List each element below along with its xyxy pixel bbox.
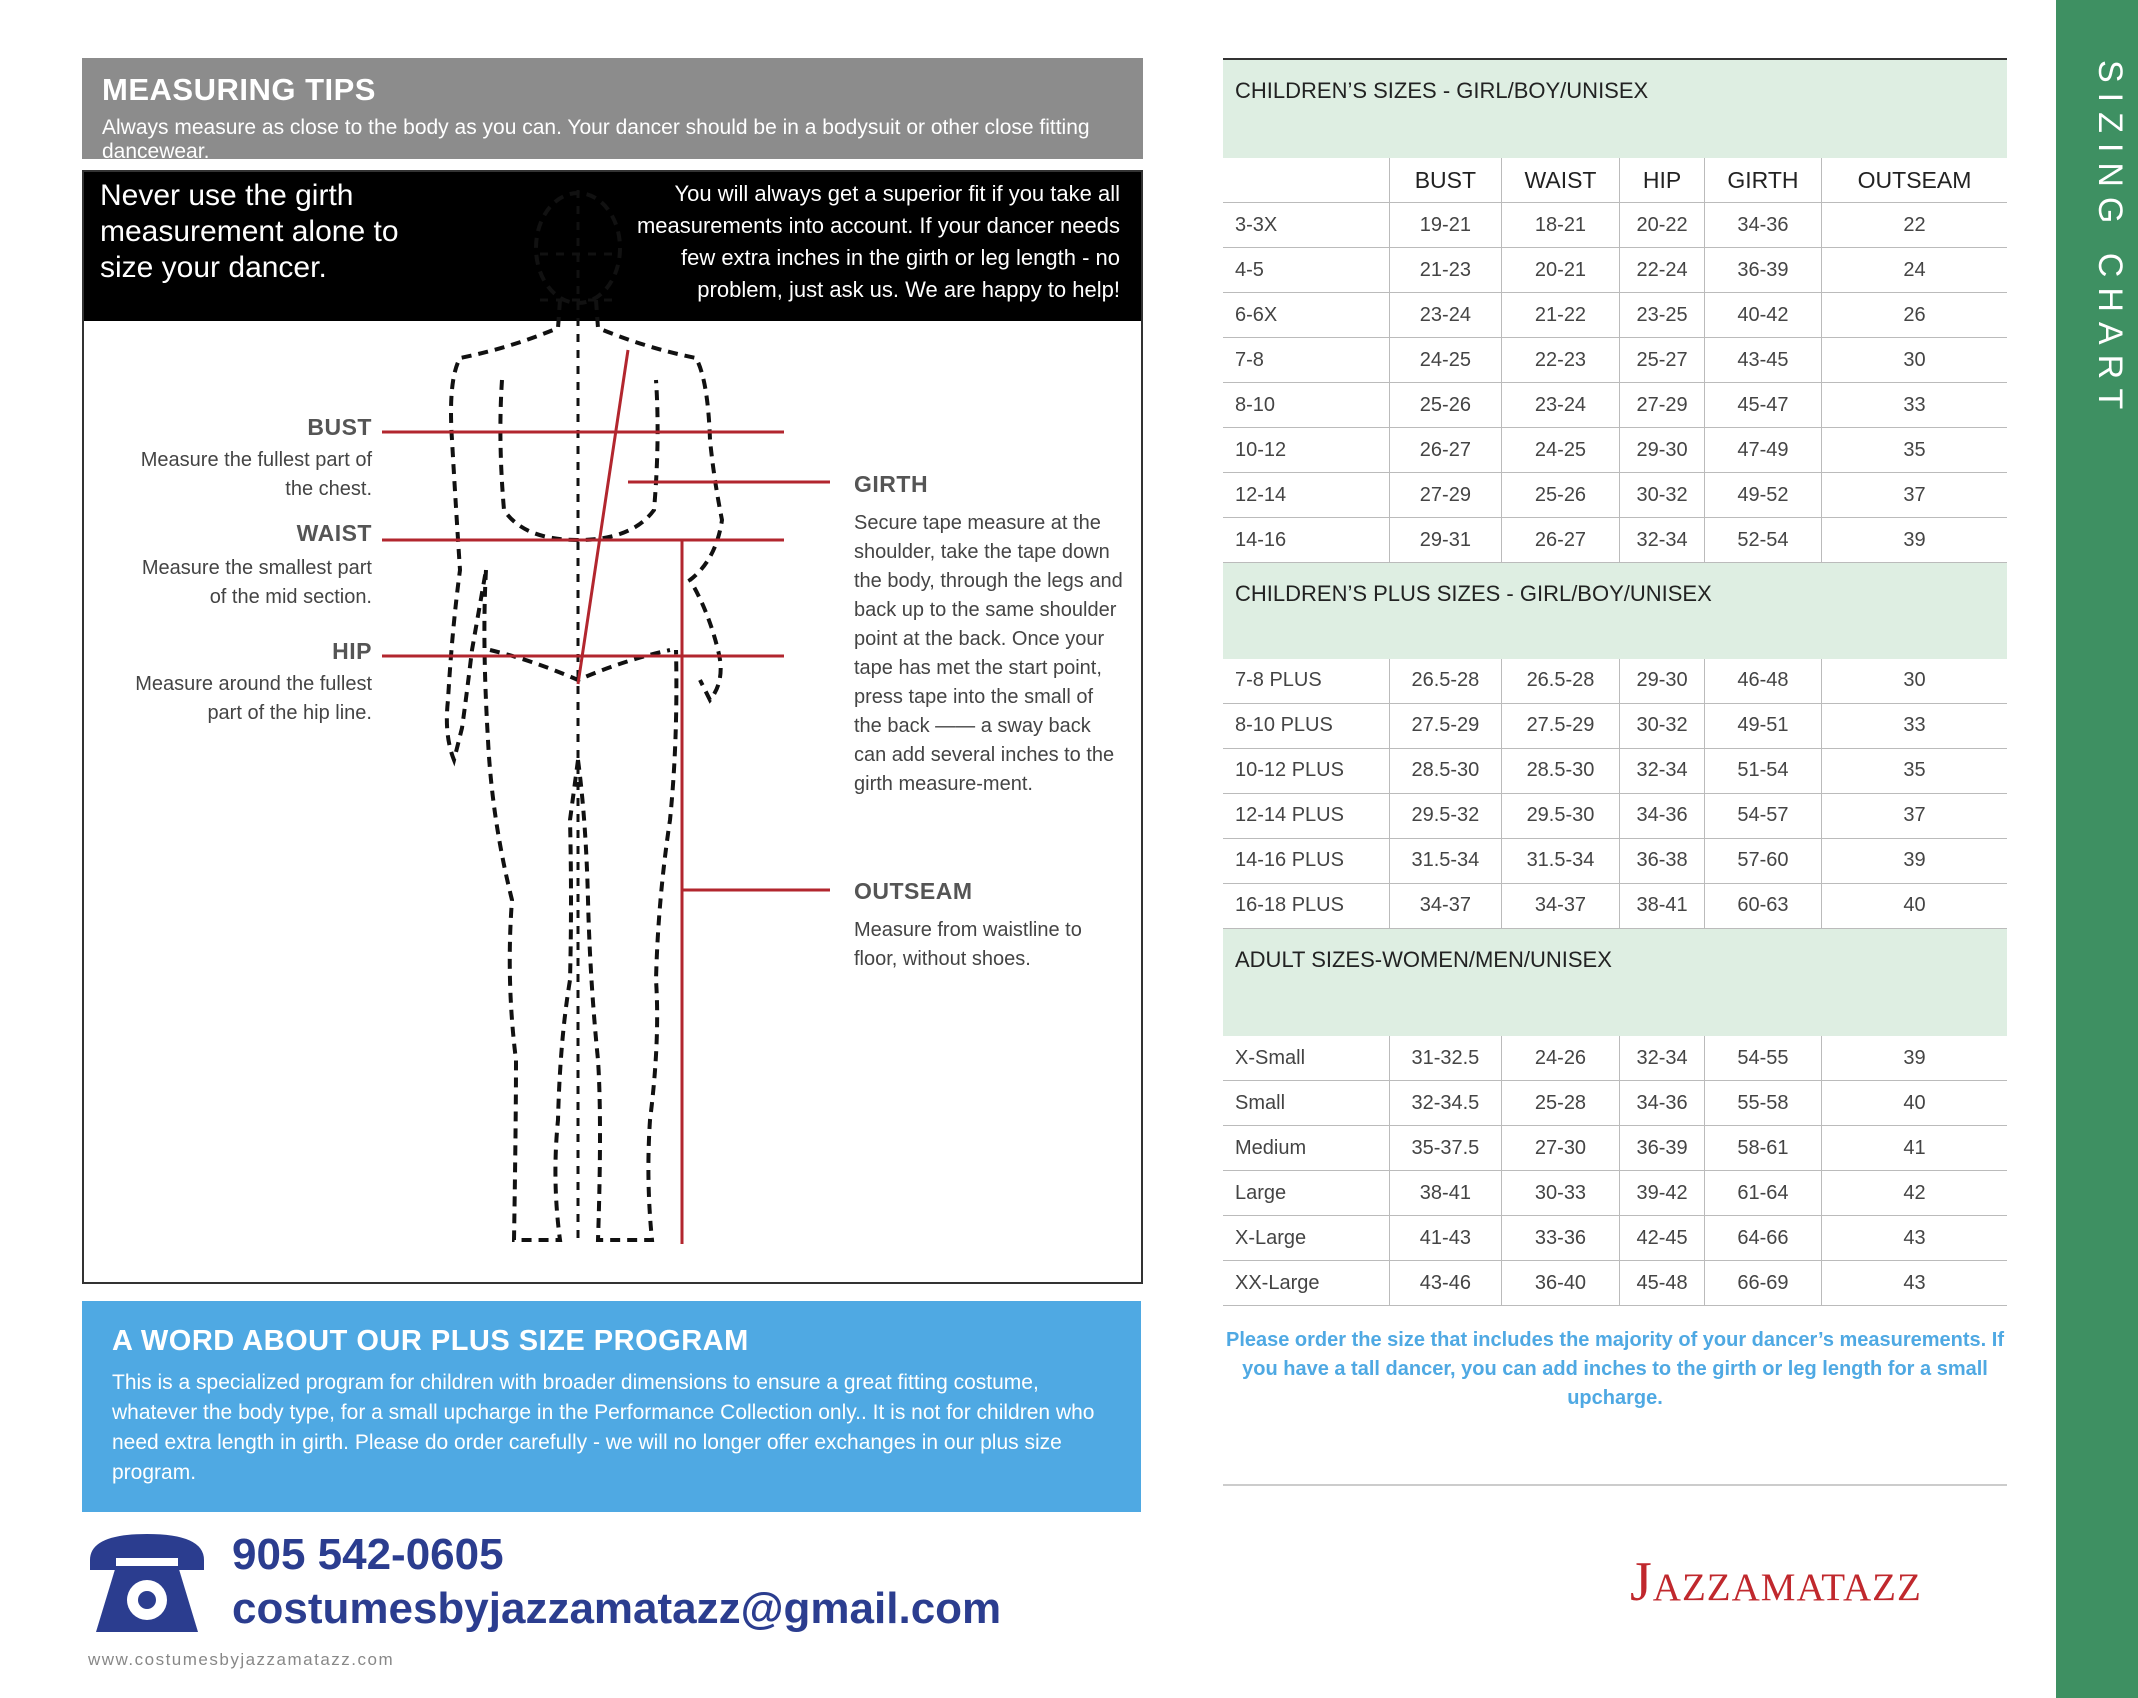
size-value: 23-24 bbox=[1390, 293, 1502, 338]
section-title: CHILDREN’S SIZES - GIRL/BOY/UNISEX bbox=[1223, 60, 2007, 158]
size-value: 61-64 bbox=[1704, 1171, 1821, 1216]
size-value: 34-36 bbox=[1620, 793, 1705, 838]
bust-label: BUST bbox=[307, 414, 372, 440]
size-value: 34-36 bbox=[1704, 203, 1821, 248]
size-value: 37 bbox=[1822, 793, 2007, 838]
size-value: 26-27 bbox=[1390, 428, 1502, 473]
size-value: 28.5-30 bbox=[1501, 748, 1619, 793]
size-value: 47-49 bbox=[1704, 428, 1821, 473]
column-header: HIP bbox=[1620, 158, 1705, 203]
table-row bbox=[1223, 1261, 2007, 1306]
size-value: 33-36 bbox=[1501, 1216, 1619, 1261]
size-value: 34-36 bbox=[1620, 1081, 1705, 1126]
size-label: Large bbox=[1223, 1171, 1390, 1216]
bust-description: Measure the fullest part of the chest. bbox=[140, 449, 372, 500]
brand-logo: Jazzamatazz bbox=[1630, 1551, 1922, 1613]
size-label: 6-6X bbox=[1223, 293, 1390, 338]
girth-line bbox=[578, 350, 628, 684]
size-value: 26 bbox=[1822, 293, 2007, 338]
size-value: 58-61 bbox=[1704, 1126, 1821, 1171]
column-header-row bbox=[1223, 158, 2007, 203]
size-value: 31.5-34 bbox=[1390, 838, 1502, 883]
size-value: 51-54 bbox=[1704, 748, 1821, 793]
size-value: 49-51 bbox=[1704, 703, 1821, 748]
size-value: 27-30 bbox=[1501, 1126, 1619, 1171]
size-value: 36-38 bbox=[1620, 838, 1705, 883]
size-value: 41 bbox=[1822, 1126, 2007, 1171]
size-value: 32-34 bbox=[1620, 518, 1705, 563]
size-label: 12-14 bbox=[1223, 473, 1390, 518]
size-value: 43 bbox=[1822, 1216, 2007, 1261]
size-label: 16-18 PLUS bbox=[1223, 883, 1390, 928]
size-value: 34-37 bbox=[1390, 883, 1502, 928]
table-row bbox=[1223, 428, 2007, 473]
size-value: 24-25 bbox=[1501, 428, 1619, 473]
size-value: 19-21 bbox=[1390, 203, 1502, 248]
size-label: Small bbox=[1223, 1081, 1390, 1126]
website-url[interactable]: www.costumesbyjazzamatazz.com bbox=[88, 1650, 395, 1669]
table-row bbox=[1223, 883, 2007, 928]
table-row bbox=[1223, 293, 2007, 338]
size-label: 14-16 PLUS bbox=[1223, 838, 1390, 883]
waist-description: Measure the smallest part of the mid section. bbox=[141, 557, 372, 608]
size-value: 33 bbox=[1822, 703, 2007, 748]
size-value: 29-30 bbox=[1620, 428, 1705, 473]
size-value: 30 bbox=[1822, 338, 2007, 383]
size-value: 37 bbox=[1822, 473, 2007, 518]
size-value: 40 bbox=[1822, 883, 2007, 928]
size-value: 43-45 bbox=[1704, 338, 1821, 383]
plus-size-body: This is a specialized program for children with broader dimensions to ensure a great fitting costume, whatever the body type, for a small upcharge in the Performance Collection only.. It is not for children who need extra length in girth. Please do order carefully - we will no longer offer exchanges in our plus size program. bbox=[112, 1371, 1095, 1484]
size-value: 30-33 bbox=[1501, 1171, 1619, 1216]
size-value: 54-55 bbox=[1704, 1036, 1821, 1081]
outseam-label: OUTSEAM bbox=[854, 878, 973, 904]
size-value: 64-66 bbox=[1704, 1216, 1821, 1261]
waist-label: WAIST bbox=[296, 520, 372, 546]
size-value: 39 bbox=[1822, 838, 2007, 883]
size-value: 29-31 bbox=[1390, 518, 1502, 563]
size-label: Medium bbox=[1223, 1126, 1390, 1171]
size-value: 27-29 bbox=[1620, 383, 1705, 428]
girth-label: GIRTH bbox=[854, 471, 929, 497]
size-value: 20-21 bbox=[1501, 248, 1619, 293]
size-value: 31.5-34 bbox=[1501, 838, 1619, 883]
section-title: CHILDREN’S PLUS SIZES - GIRL/BOY/UNISEX bbox=[1223, 563, 2007, 659]
outseam-description: Measure from waistline to floor, without shoes. bbox=[854, 919, 1082, 970]
size-label: X-Large bbox=[1223, 1216, 1390, 1261]
size-value: 21-22 bbox=[1501, 293, 1619, 338]
size-value: 25-26 bbox=[1501, 473, 1619, 518]
size-label: 4-5 bbox=[1223, 248, 1390, 293]
size-value: 46-48 bbox=[1704, 659, 1821, 704]
size-value: 27.5-29 bbox=[1390, 703, 1502, 748]
size-value: 55-58 bbox=[1704, 1081, 1821, 1126]
phone-icon bbox=[82, 1530, 212, 1636]
side-label: SIZING CHART bbox=[2091, 60, 2129, 420]
size-value: 36-39 bbox=[1620, 1126, 1705, 1171]
size-value: 43 bbox=[1822, 1261, 2007, 1306]
table-row bbox=[1223, 248, 2007, 293]
size-value: 41-43 bbox=[1390, 1216, 1502, 1261]
size-label: 3-3X bbox=[1223, 203, 1390, 248]
table-row bbox=[1223, 383, 2007, 428]
size-value: 25-27 bbox=[1620, 338, 1705, 383]
table-row bbox=[1223, 1036, 2007, 1081]
section-header bbox=[1223, 60, 2007, 158]
size-value: 32-34 bbox=[1620, 748, 1705, 793]
size-value: 24-25 bbox=[1390, 338, 1502, 383]
size-value: 38-41 bbox=[1390, 1171, 1502, 1216]
order-note: Please order the size that includes the majority of your dancer’s measurements. If you have a tall dancer, you can add inches to the girth or leg length for a small upcharge. bbox=[1225, 1329, 2005, 1409]
size-value: 34-37 bbox=[1501, 883, 1619, 928]
size-value: 43-46 bbox=[1390, 1261, 1502, 1306]
size-value: 35 bbox=[1822, 428, 2007, 473]
column-header: GIRTH bbox=[1704, 158, 1821, 203]
size-value: 66-69 bbox=[1704, 1261, 1821, 1306]
size-value: 29.5-32 bbox=[1390, 793, 1502, 838]
size-value: 52-54 bbox=[1704, 518, 1821, 563]
size-value: 35 bbox=[1822, 748, 2007, 793]
size-label: 12-14 PLUS bbox=[1223, 793, 1390, 838]
size-label: XX-Large bbox=[1223, 1261, 1390, 1306]
fit-tip: You will always get a superior fit if you take all measurements into account. If your dancer needs few extra inches in the girth or leg length - no problem, just ask us. We are happy to help! bbox=[636, 181, 1120, 302]
size-value: 31-32.5 bbox=[1390, 1036, 1502, 1081]
size-value: 18-21 bbox=[1501, 203, 1619, 248]
section-header bbox=[1223, 563, 2007, 659]
size-value: 38-41 bbox=[1620, 883, 1705, 928]
hip-description: Measure around the fullest part of the hip line. bbox=[135, 673, 372, 724]
girth-description: Secure tape measure at the shoulder, take the tape down the body, through the legs and back up to the same shoulder point at the back. Once your tape has met the start point, press tape into the small of the back —— a sway back can add several inches to the girth measure-ment. bbox=[854, 512, 1123, 795]
size-value: 30 bbox=[1822, 659, 2007, 704]
size-value: 30-32 bbox=[1620, 473, 1705, 518]
size-value: 32-34 bbox=[1620, 1036, 1705, 1081]
size-value: 23-24 bbox=[1501, 383, 1619, 428]
size-value: 22 bbox=[1822, 203, 2007, 248]
size-label: 8-10 bbox=[1223, 383, 1390, 428]
section-header bbox=[1223, 928, 2007, 1036]
column-header: OUTSEAM bbox=[1822, 158, 2007, 203]
size-value: 24-26 bbox=[1501, 1036, 1619, 1081]
size-value: 39 bbox=[1822, 1036, 2007, 1081]
size-value: 25-26 bbox=[1390, 383, 1502, 428]
table-row bbox=[1223, 338, 2007, 383]
size-value: 29.5-30 bbox=[1501, 793, 1619, 838]
table-row bbox=[1223, 703, 2007, 748]
table-row bbox=[1223, 748, 2007, 793]
size-value: 22-23 bbox=[1501, 338, 1619, 383]
size-value: 45-48 bbox=[1620, 1261, 1705, 1306]
email-address[interactable]: costumesbyjazzamatazz@gmail.com bbox=[232, 1584, 1002, 1633]
size-value: 36-39 bbox=[1704, 248, 1821, 293]
size-value: 32-34.5 bbox=[1390, 1081, 1502, 1126]
measuring-tips-subtitle: Always measure as close to the body as you can. Your dancer should be in a bodysuit or other close fitting dancewear. bbox=[102, 116, 1090, 163]
size-value: 39-42 bbox=[1620, 1171, 1705, 1216]
size-label: 7-8 PLUS bbox=[1223, 659, 1390, 704]
table-row bbox=[1223, 203, 2007, 248]
table-row bbox=[1223, 1171, 2007, 1216]
size-value: 57-60 bbox=[1704, 838, 1821, 883]
size-value: 27.5-29 bbox=[1501, 703, 1619, 748]
size-value: 26.5-28 bbox=[1501, 659, 1619, 704]
plus-size-program bbox=[82, 1301, 1141, 1512]
size-value: 42-45 bbox=[1620, 1216, 1705, 1261]
column-header: WAIST bbox=[1501, 158, 1619, 203]
measuring-tips-header bbox=[82, 58, 1143, 163]
size-value: 42 bbox=[1822, 1171, 2007, 1216]
size-value: 26-27 bbox=[1501, 518, 1619, 563]
table-row bbox=[1223, 1126, 2007, 1171]
size-value: 28.5-30 bbox=[1390, 748, 1502, 793]
phone-number[interactable]: 905 542-0605 bbox=[232, 1530, 504, 1579]
size-value: 36-40 bbox=[1501, 1261, 1619, 1306]
size-value: 60-63 bbox=[1704, 883, 1821, 928]
size-value: 23-25 bbox=[1620, 293, 1705, 338]
size-label: X-Small bbox=[1223, 1036, 1390, 1081]
table-row bbox=[1223, 659, 2007, 704]
section-title: ADULT SIZES-WOMEN/MEN/UNISEX bbox=[1223, 928, 2007, 1036]
size-label: 8-10 PLUS bbox=[1223, 703, 1390, 748]
size-value: 27-29 bbox=[1390, 473, 1502, 518]
measuring-tips-title: MEASURING TIPS bbox=[102, 72, 376, 107]
size-label: 7-8 bbox=[1223, 338, 1390, 383]
size-value: 49-52 bbox=[1704, 473, 1821, 518]
size-value: 35-37.5 bbox=[1390, 1126, 1502, 1171]
table-row bbox=[1223, 1216, 2007, 1261]
column-header: BUST bbox=[1390, 158, 1502, 203]
table-row bbox=[1223, 518, 2007, 563]
size-table bbox=[1223, 60, 2007, 1306]
size-value: 20-22 bbox=[1620, 203, 1705, 248]
size-value: 33 bbox=[1822, 383, 2007, 428]
size-value: 45-47 bbox=[1704, 383, 1821, 428]
size-value: 26.5-28 bbox=[1390, 659, 1502, 704]
size-value: 30-32 bbox=[1620, 703, 1705, 748]
size-label: 14-16 bbox=[1223, 518, 1390, 563]
girth-warning: Never use the girth measurement alone to size your dancer. bbox=[100, 179, 399, 284]
column-header-blank bbox=[1223, 158, 1390, 203]
size-value: 21-23 bbox=[1390, 248, 1502, 293]
size-value: 40-42 bbox=[1704, 293, 1821, 338]
size-value: 54-57 bbox=[1704, 793, 1821, 838]
hip-label: HIP bbox=[332, 638, 372, 664]
size-value: 22-24 bbox=[1620, 248, 1705, 293]
plus-size-title: A WORD ABOUT OUR PLUS SIZE PROGRAM bbox=[112, 1325, 749, 1357]
table-row bbox=[1223, 838, 2007, 883]
size-value: 25-28 bbox=[1501, 1081, 1619, 1126]
size-value: 29-30 bbox=[1620, 659, 1705, 704]
table-row bbox=[1223, 1081, 2007, 1126]
divider bbox=[1223, 1484, 2007, 1486]
table-row bbox=[1223, 473, 2007, 518]
size-value: 39 bbox=[1822, 518, 2007, 563]
sizing-tables bbox=[1223, 58, 2007, 1306]
table-row bbox=[1223, 793, 2007, 838]
size-value: 24 bbox=[1822, 248, 2007, 293]
size-value: 40 bbox=[1822, 1081, 2007, 1126]
size-label: 10-12 PLUS bbox=[1223, 748, 1390, 793]
size-label: 10-12 bbox=[1223, 428, 1390, 473]
